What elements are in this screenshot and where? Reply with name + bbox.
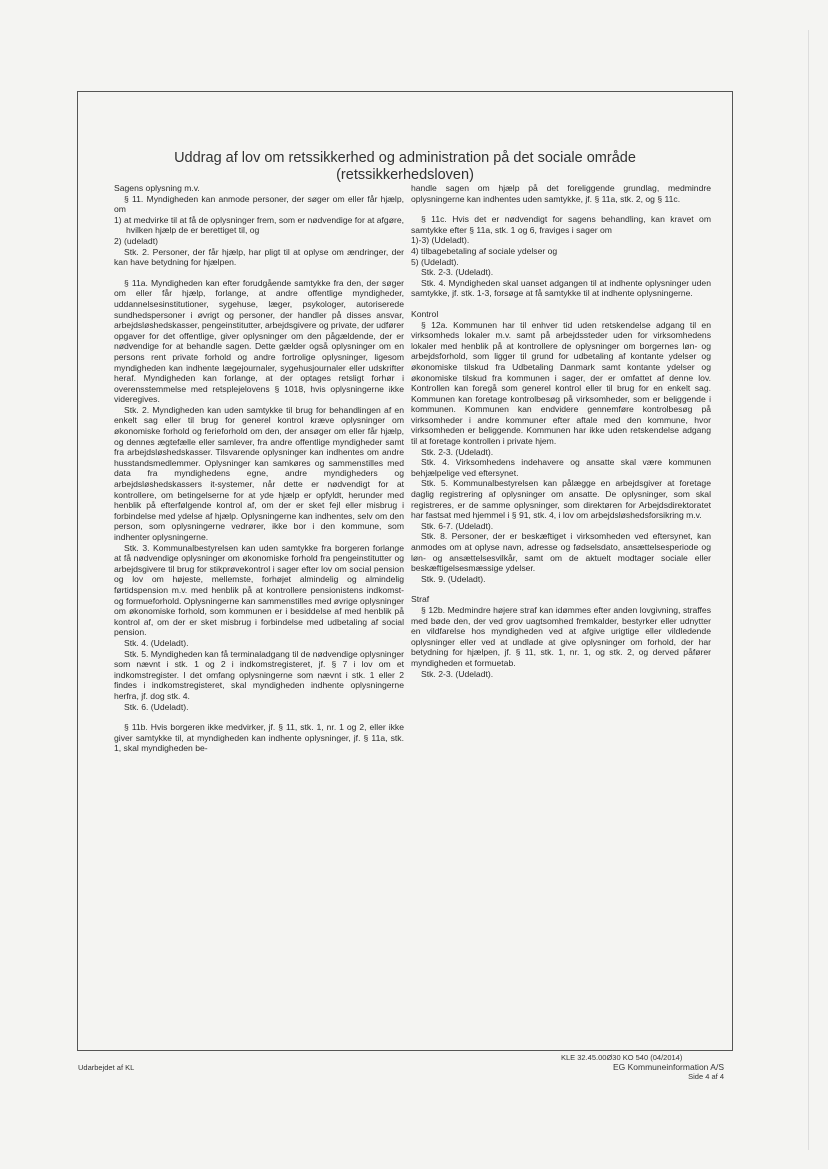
paragraph: Stk. 3. Kommunalbestyrelsen kan uden samtykke fra borgeren forlange at få nødvendige oplysninger om økonomiske forhold fra pengeinstitutter og arbejdsgivere til brug for stikprøvekontrol i sager efter lov om social pension og lov om højeste, mellemste, forhøjet almindelig og almindelig førtidspension m.v. med henblik på at kontrollere pensionistens indkomst- og formueforhold. Oplysningerne kan sammenstilles med øvrige oplysninger om økonomiske forhold, som kommunen er i besiddelse af med henblik på kontrol af, om der er sket misbrug i forbindelse med udbetaling af social pension. <box>114 542 404 638</box>
paragraph: Stk. 2. Myndigheden kan uden samtykke til brug for behandlingen af en enkelt sag eller til brug for generel kontrol kræve oplysninger om økonomiske forhold og ferieforhold om den, der ansøger om eller får hjælp, og dennes ægtefælle eller samlever, fra andre offentlige myndigheder samt fra arbejdsløshedskasser. Tilsvarende oplysninger kan indhentes om andre husstandsmedlemmer. Oplysninger kan samkøres og sammenstilles med data fra myndighedens egne, andre myndigheders og arbejdsløshedskassers it-systemer, når dette er nødvendigt for at kontrollere, om betingelserne for at yde hjælp er opfyldt, herunder med henblik på efterfølgende kontrol af, om der er sket fejl eller misbrug i forbindelse med ydelse af hjælp. Oplysningerne kan indhentes, selv om den person, som oplysningerne vedrører, ikke bor i den kommune, som indhenter oplysningerne. <box>114 404 404 542</box>
paragraph: Stk. 2-3. (Udeladt). <box>421 267 494 278</box>
paragraph: § 12a. Kommunen har til enhver tid uden retskendelse adgang til en virksomheds lokaler m.v. samt på arbejdssteder uden for virksomhedens lokaler med henblik på at kontrollere de oplysninger om borgernes løn- og arbejdsforhold, som ligger til grund for udbetaling af kontante ydelser og økonomiske tilskud fra Udbetaling Danmark samt kontante ydelser og økonomiske tilskud fra kommunen i sager, der er omfattet af denne lov. Kontrollen kan foregå som generel kontrol eller til brug for en enkelt sag. Kommunen kan foretage kontrolbesøg på virksomheder, som er beliggende i kommunen. Kommunen kan endvidere gennemføre kontrolbesøg på virksomheder i andre kommuner efter aftale med den kommune, hvor virksomheden er beliggende. Kommunen har ikke uden retskendelse adgang til at foretage kontrollen i private hjem. <box>411 319 711 447</box>
subtitle-line: (retssikkerhedsloven) <box>336 167 474 183</box>
paragraph: 2) (udeladt) <box>114 235 158 246</box>
paragraph: Stk. 4. (Udeladt). <box>124 637 189 648</box>
paragraph: Stk. 4. Myndigheden skal uanset adgangen til at indhente oplysninger uden samtykke, jf. stk. 1-3, forsøge at få samtykke til at indhente oplysningerne. <box>411 277 711 299</box>
paragraph-gap <box>114 712 404 722</box>
paragraph: Stk. 2-3. (Udeladt). <box>421 446 494 457</box>
left-column <box>114 183 404 754</box>
paragraph: § 11c. Hvis det er nødvendigt for sagens behandling, kan kravet om samtykke efter § 11a, stk. 1 og 6, fraviges i sager om <box>411 214 711 235</box>
title-line: Uddrag af lov om retssikkerhed og administration på det sociale område <box>174 150 636 166</box>
author-note: Udarbejdet af KL <box>78 1063 135 1072</box>
section-heading: Straf <box>411 594 430 605</box>
scan-edge-line <box>808 30 809 1150</box>
form-code: KLE 32.45.00Ø30 KO 540 (04/2014) <box>561 1053 683 1062</box>
paragraph: Stk. 5. Myndigheden kan få terminaladgang til de nødvendige oplysninger som nævnt i stk. 1 og 2 i indkomstregisteret, jf. § 7 i lov om et indkomstregister. I det omfang oplysningerne som nævnt i stk. 1 eller 2 findes i indkomstregisteret, skal myndigheden indhente oplysningerne herfra, jf. dog stk. 4. <box>114 648 404 701</box>
section-heading: Sagens oplysning m.v. <box>114 183 200 193</box>
document-title <box>77 150 733 184</box>
paragraph-gap <box>411 299 711 309</box>
paragraph: handle sagen om hjælp på det foreliggende grundlag, medmindre oplysningerne kan indhentes uden samtykke, jf. § 11a, stk. 2, og § 11c. <box>411 183 711 204</box>
paragraph: § 11. Myndigheden kan anmode personer, der søger om eller får hjælp, om <box>114 193 404 215</box>
paragraph: Stk. 4. Virksomhedens indehavere og ansatte skal være kommunen behjælpelige ved eftersynet. <box>411 457 711 478</box>
publisher-name: EG Kommuneinformation A/S <box>612 1062 724 1072</box>
paragraph: 5) (Udeladt). <box>411 256 459 267</box>
paragraph: § 11b. Hvis borgeren ikke medvirker, jf. § 11, stk. 1, nr. 1 og 2, eller ikke giver samtykke til, at myndigheden kan indhente oplysninger, jf. § 11a, stk. 1, skal myndigheden be- <box>114 722 404 754</box>
paragraph: Stk. 9. (Udeladt). <box>421 573 486 584</box>
paragraph: Stk. 6. (Udeladt). <box>124 701 189 712</box>
paragraph: Stk. 2. Personer, der får hjælp, har pligt til at oplyse om ændringer, der kan have betydning for hjælpen. <box>114 246 404 268</box>
paragraph-gap <box>411 204 711 214</box>
paragraph: Stk. 8. Personer, der er beskæftiget i virksomheden ved eftersynet, kan anmodes om at oplyse navn, adresse og fødselsdato, ansættelsesperiode og løn- og ansættelsesvilkår, samt om de aktuelt modtager sociale eller beskæftigelsesmæssige ydelser. <box>411 531 711 574</box>
section-heading: Kontrol <box>411 308 439 319</box>
paragraph: Stk. 6-7. (Udeladt). <box>421 520 494 531</box>
paragraph: Stk. 2-3. (Udeladt). <box>421 668 494 679</box>
right-column <box>411 183 711 679</box>
paragraph: 4) tilbagebetaling af sociale ydelser og <box>411 245 558 256</box>
paragraph-gap <box>411 584 711 594</box>
paragraph: § 12b. Medmindre højere straf kan idømmes efter anden lovgivning, straffes med bøde den, der ved grov uagtsomhed fremkalder, bestyrker eller udnytter en vildfarelse hos myndigheden ved at afgive urigtige eller vildledende oplysninger eller ved at undlade at give oplysninger om forhold, der har betydning for hjælpen, jf. § 11, stk. 1, nr. 1, og stk. 2, og derved påfører myndigheden et formuetab. <box>411 604 711 668</box>
paragraph: Stk. 5. Kommunalbestyrelsen kan pålægge en arbejdsgiver at foretage daglig registrering af oplysninger om ansatte. De oplysninger, som skal registreres, er de samme oplysninger, som direktøren for Arbejdsdirektoratet har fastsat med hjemmel i § 91, stk. 4, i lov om arbejdsløshedsforsikring m.v. <box>411 478 711 521</box>
paragraph-gap <box>114 268 404 278</box>
paragraph: 1) at medvirke til at få de oplysninger frem, som er nødvendige for at afgøre, hvilken hjælp de er berettiget til, og <box>114 214 404 236</box>
publisher-block <box>613 1062 724 1082</box>
page-number: Side 4 af 4 <box>688 1072 724 1081</box>
paragraph: 1)-3) (Udeladt). <box>411 235 470 246</box>
paragraph: § 11a. Myndigheden kan efter forudgående samtykke fra den, der søger om eller får hjælp, forlange, at andre offentlige myndigheder, uddannelsesinstitutioner, sygehuse, læger, psykologer, autoriserede sundhedspersoner i øvrigt og personer, der handler på disses ansvar, arbejdsløshedskasser, pengeinstitutter, arbejdsgivere og private, der udfører opgaver for det offentlige, giver oplysninger om den pågældende, der er nødvendige for at behandle sagen. Dette gælder også oplysninger om en persons rent private forhold og andre fortrolige oplysninger, ligesom myndigheden kan indhente lægejournaler, sygehusjournaler eller udskrifter heraf. Myndigheden kan forlange, at der optages retsligt forhør i overensstemmelse med retsplejelovens § 1018, hvis oplysningerne ikke videregives. <box>114 277 404 405</box>
